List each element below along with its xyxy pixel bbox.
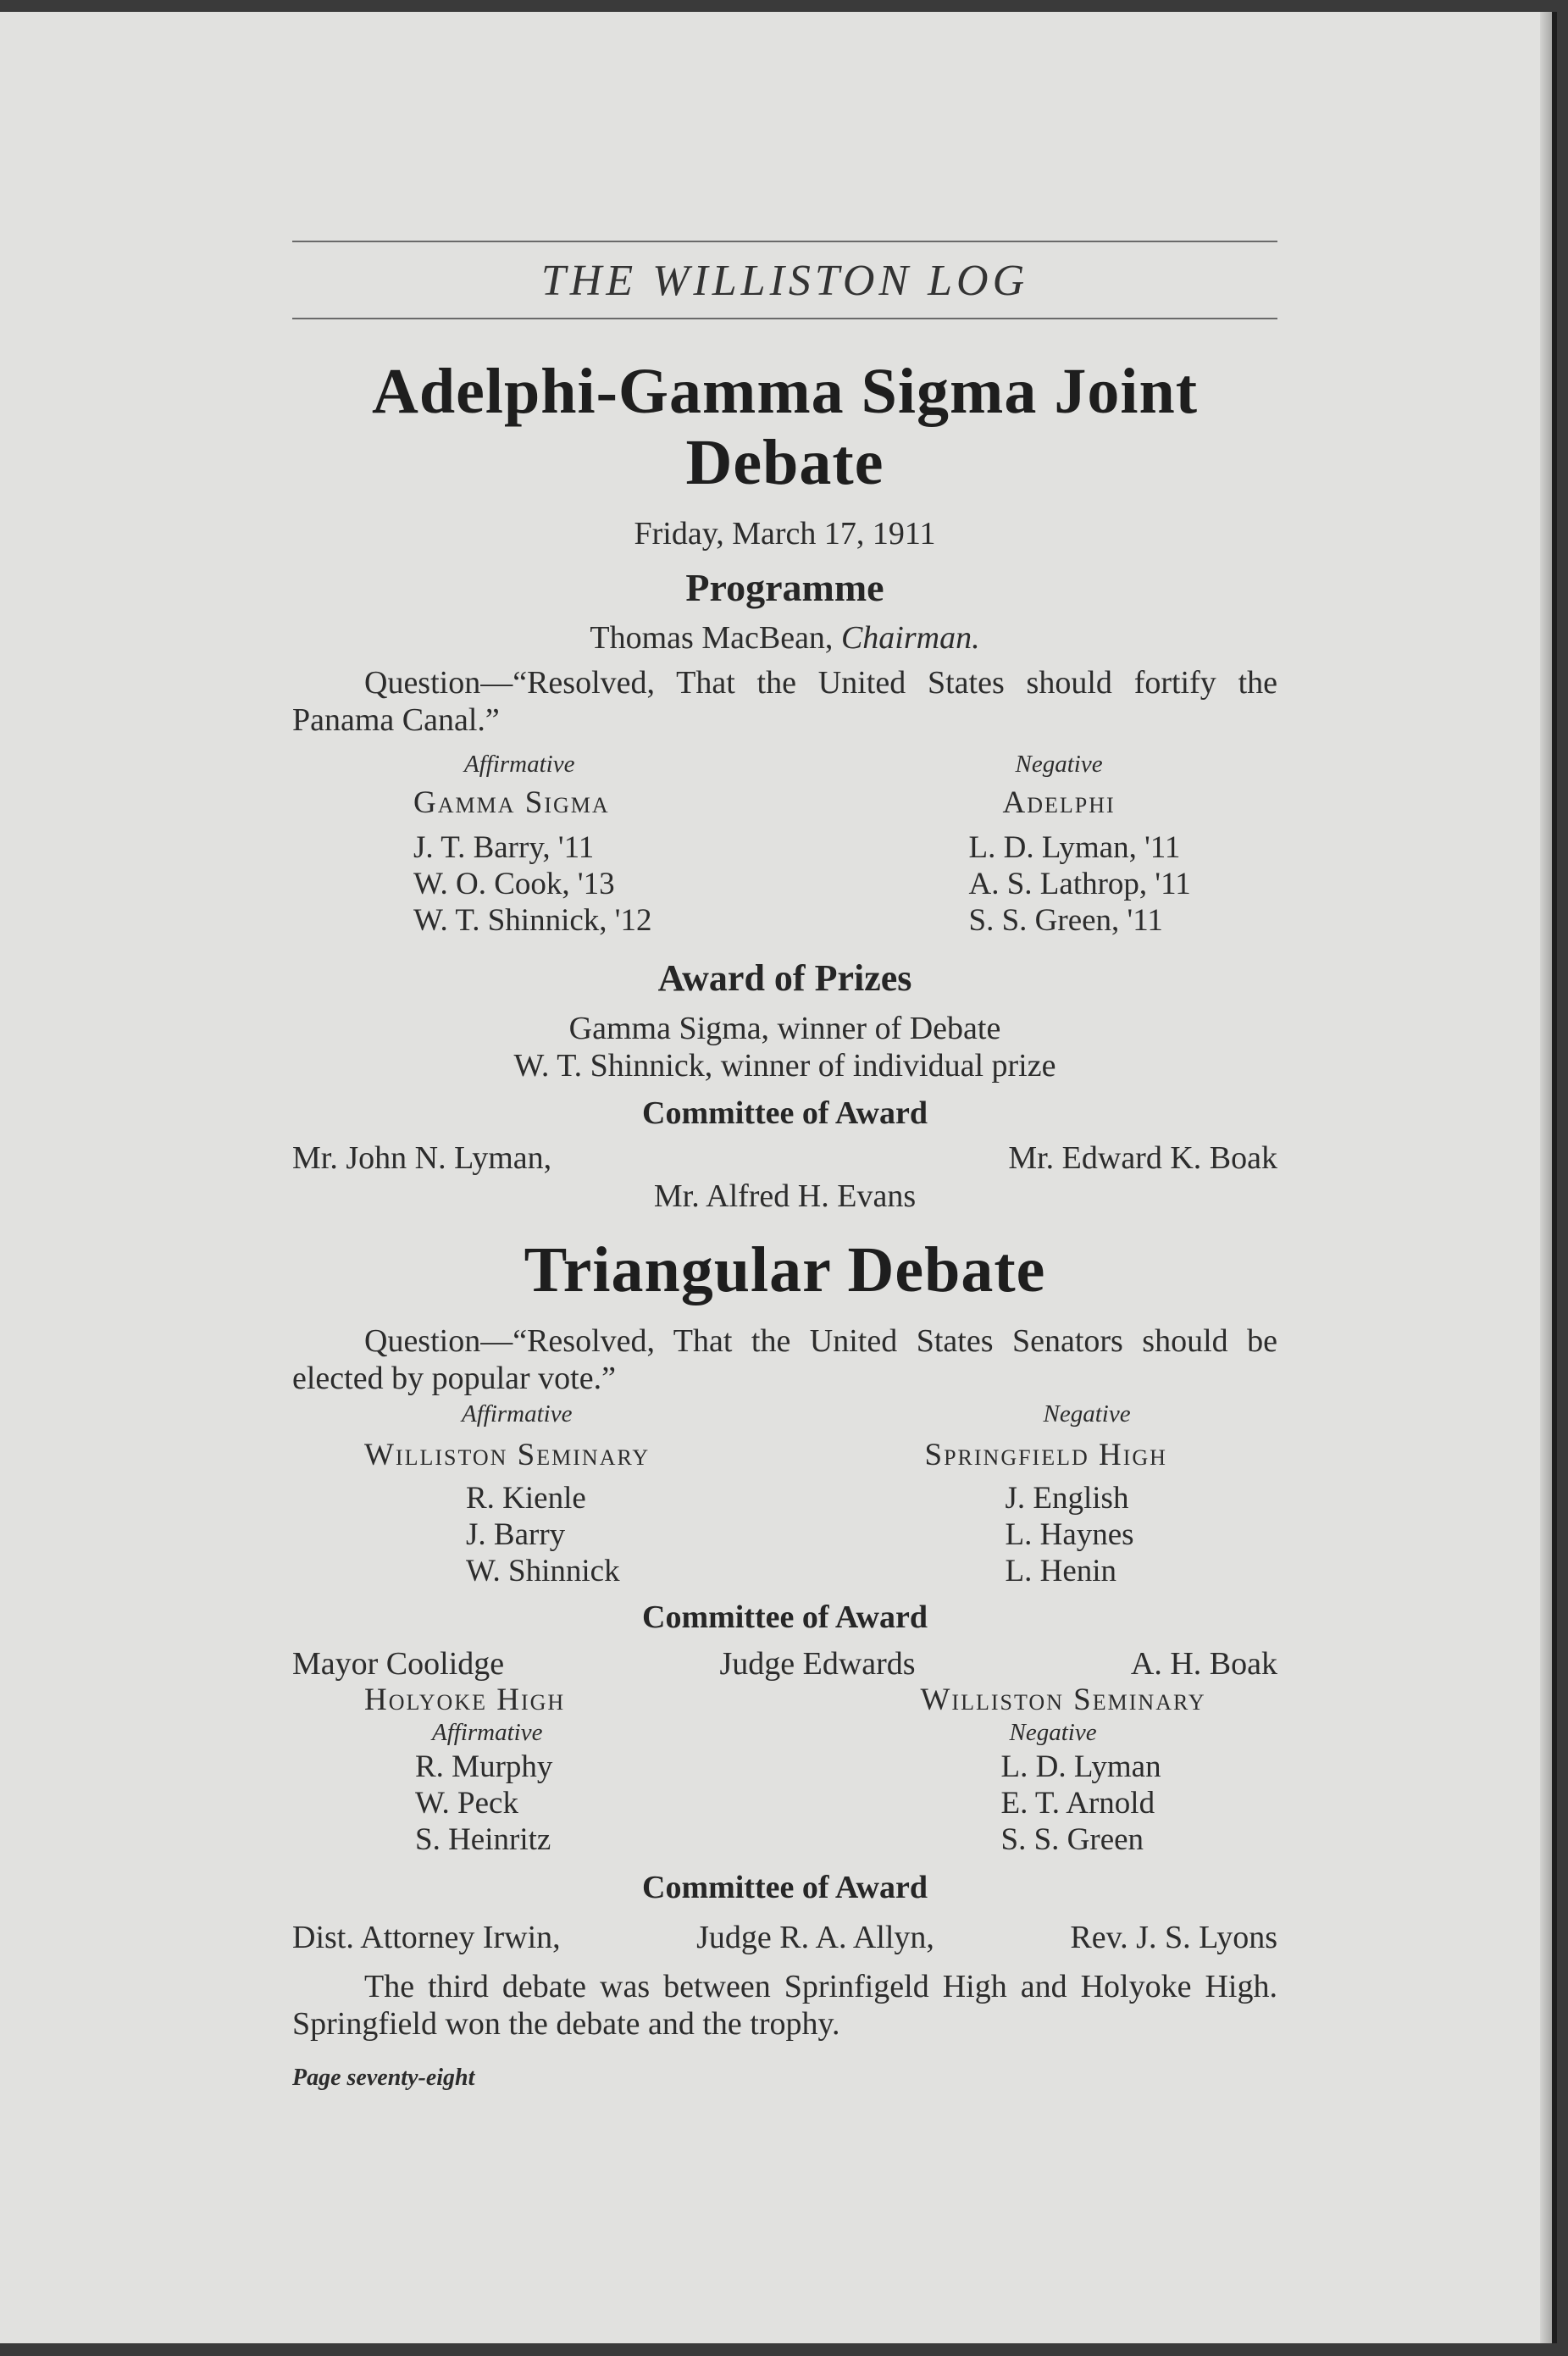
affirmative-label: Affirmative: [464, 750, 575, 778]
negative-label: Negative: [1043, 1400, 1131, 1428]
speaker: W. O. Cook, '13: [413, 867, 615, 902]
speaker: A. S. Lathrop, '11: [968, 867, 1191, 902]
committee-row: [292, 1645, 1277, 1682]
committee-heading: Committee of Award: [642, 1869, 928, 1905]
committee-member: A. H. Boak: [1130, 1646, 1277, 1682]
match1-negative: [785, 1400, 1278, 1589]
speaker: W. T. Shinnick, '12: [413, 903, 652, 939]
debate1-negative: [785, 751, 1278, 940]
committee-member: Mayor Coolidge: [292, 1646, 505, 1682]
negative-school: Williston Seminary: [920, 1682, 1206, 1718]
page-content: [292, 241, 1277, 2092]
negative-society: Adelphi: [1002, 785, 1116, 821]
debate1-affirmative: [292, 751, 785, 940]
page-footer: Page seventy-eight: [292, 2065, 475, 2092]
running-head: THE WILLISTON LOG: [540, 257, 1029, 305]
negative-label: Negative: [1009, 1719, 1097, 1747]
speaker: L. D. Lyman: [1000, 1749, 1161, 1784]
speaker: E. T. Arnold: [1000, 1785, 1155, 1821]
committee-member: Judge Edwards: [719, 1646, 916, 1682]
debate1-teams: [292, 751, 1277, 940]
header-rule-bottom: [292, 318, 1277, 319]
affirmative-society: Gamma Sigma: [413, 785, 610, 821]
debate1-question: Question—“Resolved, That the United States should fortify the Panama Canal.”: [292, 664, 1277, 738]
speaker: J. Barry: [466, 1516, 566, 1552]
debate1-title: Adelphi-Gamma Sigma Joint Debate: [371, 356, 1199, 498]
chairman-role: Chairman.: [840, 620, 980, 657]
award-line: Gamma Sigma, winner of Debate: [568, 1010, 1001, 1046]
committee-member: Rev. J. S. Lyons: [1070, 1920, 1277, 1956]
committee-member: Mr. Alfred H. Evans: [653, 1178, 917, 1214]
programme-heading: Programme: [685, 566, 884, 610]
committee-row: [292, 1919, 1277, 1956]
award-heading: Award of Prizes: [657, 956, 912, 999]
match2-teams: [292, 1682, 1277, 1858]
committee-heading: Committee of Award: [642, 1095, 928, 1131]
affirmative-label: Affirmative: [432, 1719, 543, 1747]
speaker: W. Shinnick: [466, 1553, 620, 1588]
closing-paragraph: The third debate was between Sprinfigeld High and Holyoke High. Springfield won the debate and the trophy.: [292, 1969, 1277, 2043]
speaker: S. S. Green: [1000, 1821, 1144, 1857]
affirmative-school: Williston Seminary: [364, 1438, 651, 1473]
committee-heading: Committee of Award: [642, 1599, 928, 1635]
committee-member: Mr. John N. Lyman,: [292, 1140, 552, 1177]
speaker: L. Haynes: [1005, 1516, 1134, 1552]
speaker: L. D. Lyman, '11: [968, 830, 1181, 866]
award-line: W. T. Shinnick, winner of individual prize: [513, 1047, 1056, 1084]
committee-row: [292, 1139, 1277, 1177]
speaker: L. Henin: [1005, 1553, 1117, 1588]
speaker: W. Peck: [415, 1785, 518, 1821]
negative-school: Springfield High: [924, 1438, 1167, 1473]
speaker: J. English: [1005, 1480, 1129, 1516]
match2-affirmative: [292, 1682, 785, 1858]
chairman-line: [292, 619, 1277, 657]
match1-teams: [292, 1400, 1277, 1589]
chairman-name: Thomas MacBean,: [590, 620, 834, 657]
page-edge: [1540, 12, 1552, 2343]
committee-member: Mr. Edward K. Boak: [1008, 1140, 1277, 1177]
negative-label: Negative: [1015, 750, 1103, 778]
match1-affirmative: [292, 1400, 785, 1589]
speaker: S. S. Green, '11: [968, 903, 1163, 939]
speaker: S. Heinritz: [415, 1821, 551, 1857]
speaker: R. Kienle: [466, 1480, 586, 1516]
speaker: R. Murphy: [415, 1749, 553, 1784]
debate1-date: Friday, March 17, 1911: [634, 516, 936, 552]
match2-negative: [785, 1682, 1278, 1858]
speaker: J. T. Barry, '11: [413, 830, 595, 866]
affirmative-label: Affirmative: [462, 1400, 573, 1428]
affirmative-school: Holyoke High: [364, 1682, 566, 1718]
debate2-question: Question—“Resolved, That the United States Senators should be elected by popular vote.”: [292, 1323, 1277, 1397]
committee-member: Dist. Attorney Irwin,: [292, 1920, 561, 1956]
committee-member: Judge R. A. Allyn,: [696, 1920, 934, 1956]
scanned-page: [0, 12, 1557, 2343]
debate2-title: Triangular Debate: [524, 1233, 1046, 1306]
